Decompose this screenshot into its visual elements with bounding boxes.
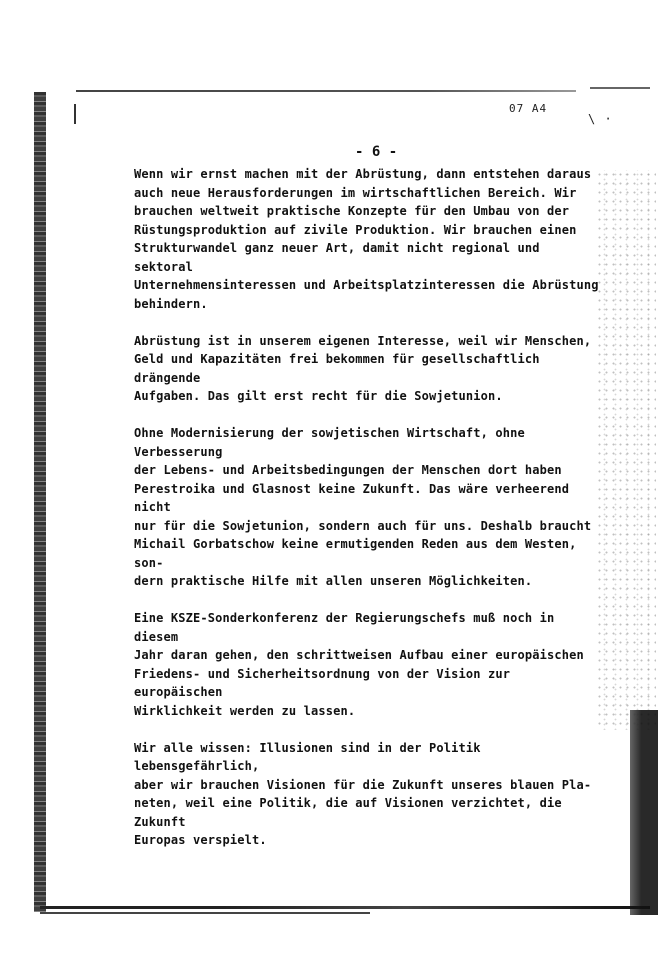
scan-shadow-right [630, 710, 658, 915]
document-body [134, 165, 604, 868]
corner-marks: \ · [588, 112, 613, 126]
page-top-edge [76, 90, 576, 92]
paragraph-disarmament-interest: Abrüstung ist in unserem eigenen Interesse, weil wir Menschen, Geld und Kapazitäten frei bekommen für gesellschaftlich drängende Aufgaben. Das gilt erst recht für die Sowjetunion. [134, 333, 592, 403]
paragraph-visions: Wir alle wissen: Illusionen sind in der Politik lebensgefährlich, aber wir brauchen Visionen für die Zukunft unseres blauen Pla- neten, weil eine Politik, die auf Visionen verzichtet, die Zukunft Europas verspielt. [134, 740, 592, 847]
page-bottom-edge-secondary [40, 912, 370, 914]
reference-code: 07 A4 [509, 102, 548, 115]
page-top-edge-right [590, 87, 650, 89]
page-number: - 6 - [355, 144, 398, 160]
scan-noise-right [596, 170, 656, 730]
paragraph-disarmament-economy: Wenn wir ernst machen mit der Abrüstung, dann entstehen daraus auch neue Herausforderungen im wirtschaftlichen Bereich. Wir brauchen weltweit praktische Konzepte für den Umbau von der Rüstungsproduktion auf zivile Produktion. Wir brauchen einen Strukturwandel ganz neuer Art, damit nicht regional und sektoral Unternehmensinteressen und Arbeitsplatzinteressen die Abrüstung behindern. [134, 167, 599, 311]
scan-edge-left [34, 92, 46, 912]
paragraph-soviet-modernisation: Ohne Modernisierung der sowjetischen Wirtschaft, ohne Verbesserung der Lebens- und Arbeitsbedingungen der Menschen dort haben Perestroika und Glasnost keine Zukunft. Das wäre verheerend nicht nur für die Sowjetunion, sondern auch für uns. Deshalb braucht Michail Gorbatschow keine ermutigenden Reden aus dem Westen, son- dern praktische Hilfe mit allen unseren Möglichkeiten. [134, 426, 592, 588]
paragraph-csce-conference: Eine KSZE-Sonderkonferenz der Regierungschefs muß noch in diesem Jahr daran gehen, den schrittweisen Aufbau einer europäischen Friedens- und Sicherheitsordnung von der Vision zur europäischen Wirklichkeit werden zu lassen. [134, 611, 584, 718]
page-bottom-edge [40, 906, 650, 909]
margin-mark [74, 104, 76, 124]
